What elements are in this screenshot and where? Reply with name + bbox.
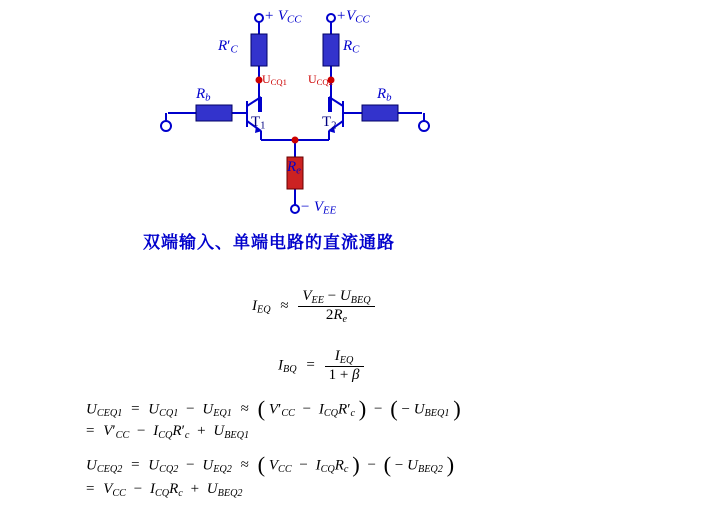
label-re: $R_e$ (287, 159, 301, 177)
resistor-rc-left (251, 34, 267, 66)
label-rb-left: $R_b$ (196, 86, 211, 104)
terminal-input-right (419, 121, 429, 131)
label-vcc-right: $+V_{CC}$ (336, 8, 370, 26)
formula-ibq: IBQ = $\frac{\text{IEQ}}{1 + \beta}$ (278, 348, 364, 384)
label-rc-right: $R_C$ (343, 38, 360, 56)
terminal-vcc-right (327, 14, 335, 22)
resistor-rc-right (323, 34, 339, 66)
node-emitter (292, 137, 299, 144)
formula-ieq: IEQ ≈ $\frac{\text{VEE − UBEQ}}{2Re}$ (252, 288, 375, 325)
label-t1: $T_1$ (251, 114, 266, 132)
formula-uceq1-line1: UCEQ1 = UCQ1 − UEQ1 ≈ ( V′CC − ICQR′c ) − ( − UBEQ1 ) (86, 396, 461, 421)
terminal-vee (291, 205, 299, 213)
resistor-rb-right (362, 105, 398, 121)
terminal-vcc-left (255, 14, 263, 22)
label-vcc-left: + $V_{CC}$ (264, 8, 302, 26)
formula-uceq1-line2: = V′CC − ICQR′c + UBEQ1 (86, 423, 250, 441)
circuit-diagram (0, 0, 723, 230)
formula-uceq2-line1: UCEQ2 = UCQ2 − UEQ2 ≈ ( VCC − ICQRc ) − ( − UBEQ2 ) (86, 452, 455, 477)
diagram-caption: 双端输入、单端电路的直流通路 (143, 233, 395, 253)
formula-uceq2-line2: = VCC − ICQRc + UBEQ2 (86, 481, 243, 499)
label-ucq1: $U_{CQ1}$ (262, 72, 287, 88)
terminal-input-left (161, 121, 171, 131)
label-ucq2: $U_{CQ2}$ (308, 72, 333, 88)
label-rc-left: $R'_C$ (218, 38, 238, 56)
resistor-rb-left (196, 105, 232, 121)
label-rb-right: $R_b$ (377, 86, 392, 104)
label-vee: − $V_{EE}$ (300, 199, 337, 217)
label-t2: $T_2$ (322, 114, 337, 132)
